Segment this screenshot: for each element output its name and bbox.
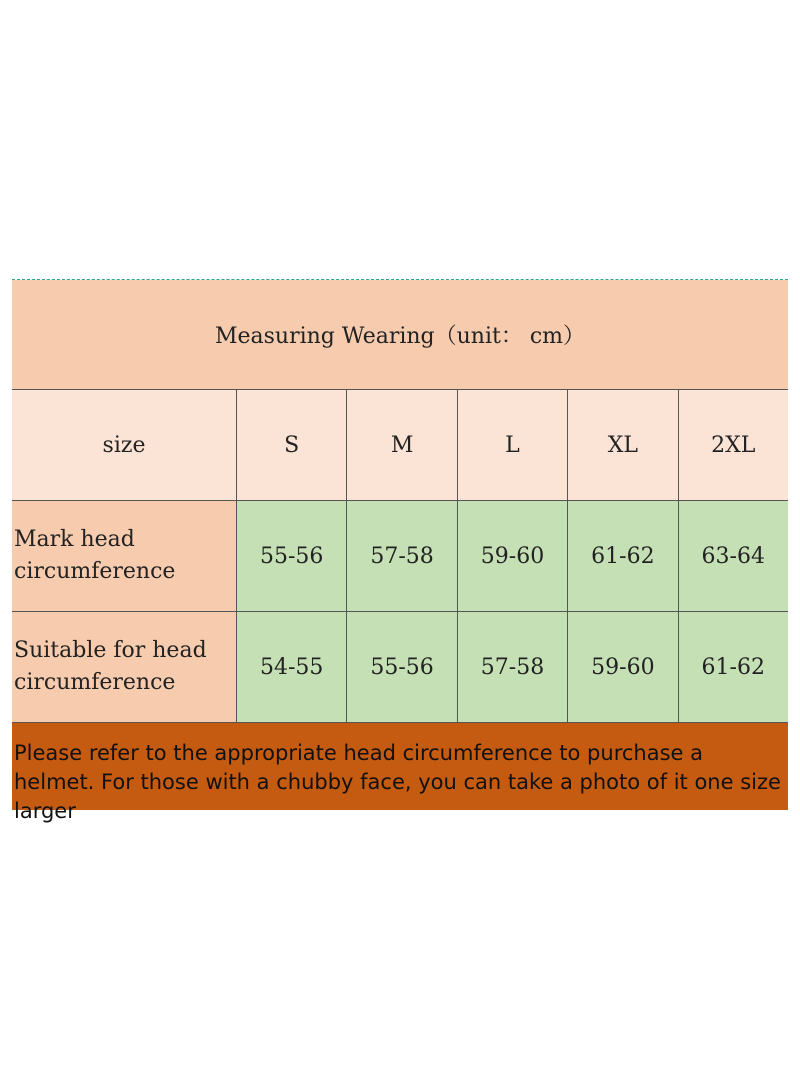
- size-header-xl: XL: [567, 390, 677, 500]
- size-header-l: L: [457, 390, 567, 500]
- suitable-head-2xl-value: 61-62: [678, 612, 788, 722]
- table-row-mark-head: [12, 501, 788, 612]
- size-chart-table: [12, 280, 788, 823]
- table-title: Measuring Wearing（unit： cm）: [12, 280, 788, 390]
- row-label-suitable-head: Suitable for head circumference: [12, 612, 236, 722]
- mark-head-m-value: 57-58: [346, 501, 456, 611]
- size-header-2xl: 2XL: [678, 390, 788, 500]
- table-row-suitable-head: [12, 612, 788, 723]
- mark-head-l-value: 59-60: [457, 501, 567, 611]
- suitable-head-xl-value: 59-60: [567, 612, 677, 722]
- size-header-label: size: [12, 390, 236, 500]
- mark-head-xl-value: 61-62: [567, 501, 677, 611]
- suitable-head-s-value: 54-55: [236, 612, 346, 722]
- size-header-row: [12, 390, 788, 501]
- row-label-mark-head: Mark head circumference: [12, 501, 236, 611]
- size-header-s: S: [236, 390, 346, 500]
- suitable-head-l-value: 57-58: [457, 612, 567, 722]
- size-header-m: M: [346, 390, 456, 500]
- suitable-head-m-value: 55-56: [346, 612, 456, 722]
- sizing-note: Please refer to the appropriate head circumference to purchase a helmet. For those with a chubby face, you can take a photo of it one size larger: [12, 723, 788, 810]
- mark-head-s-value: 55-56: [236, 501, 346, 611]
- mark-head-2xl-value: 63-64: [678, 501, 788, 611]
